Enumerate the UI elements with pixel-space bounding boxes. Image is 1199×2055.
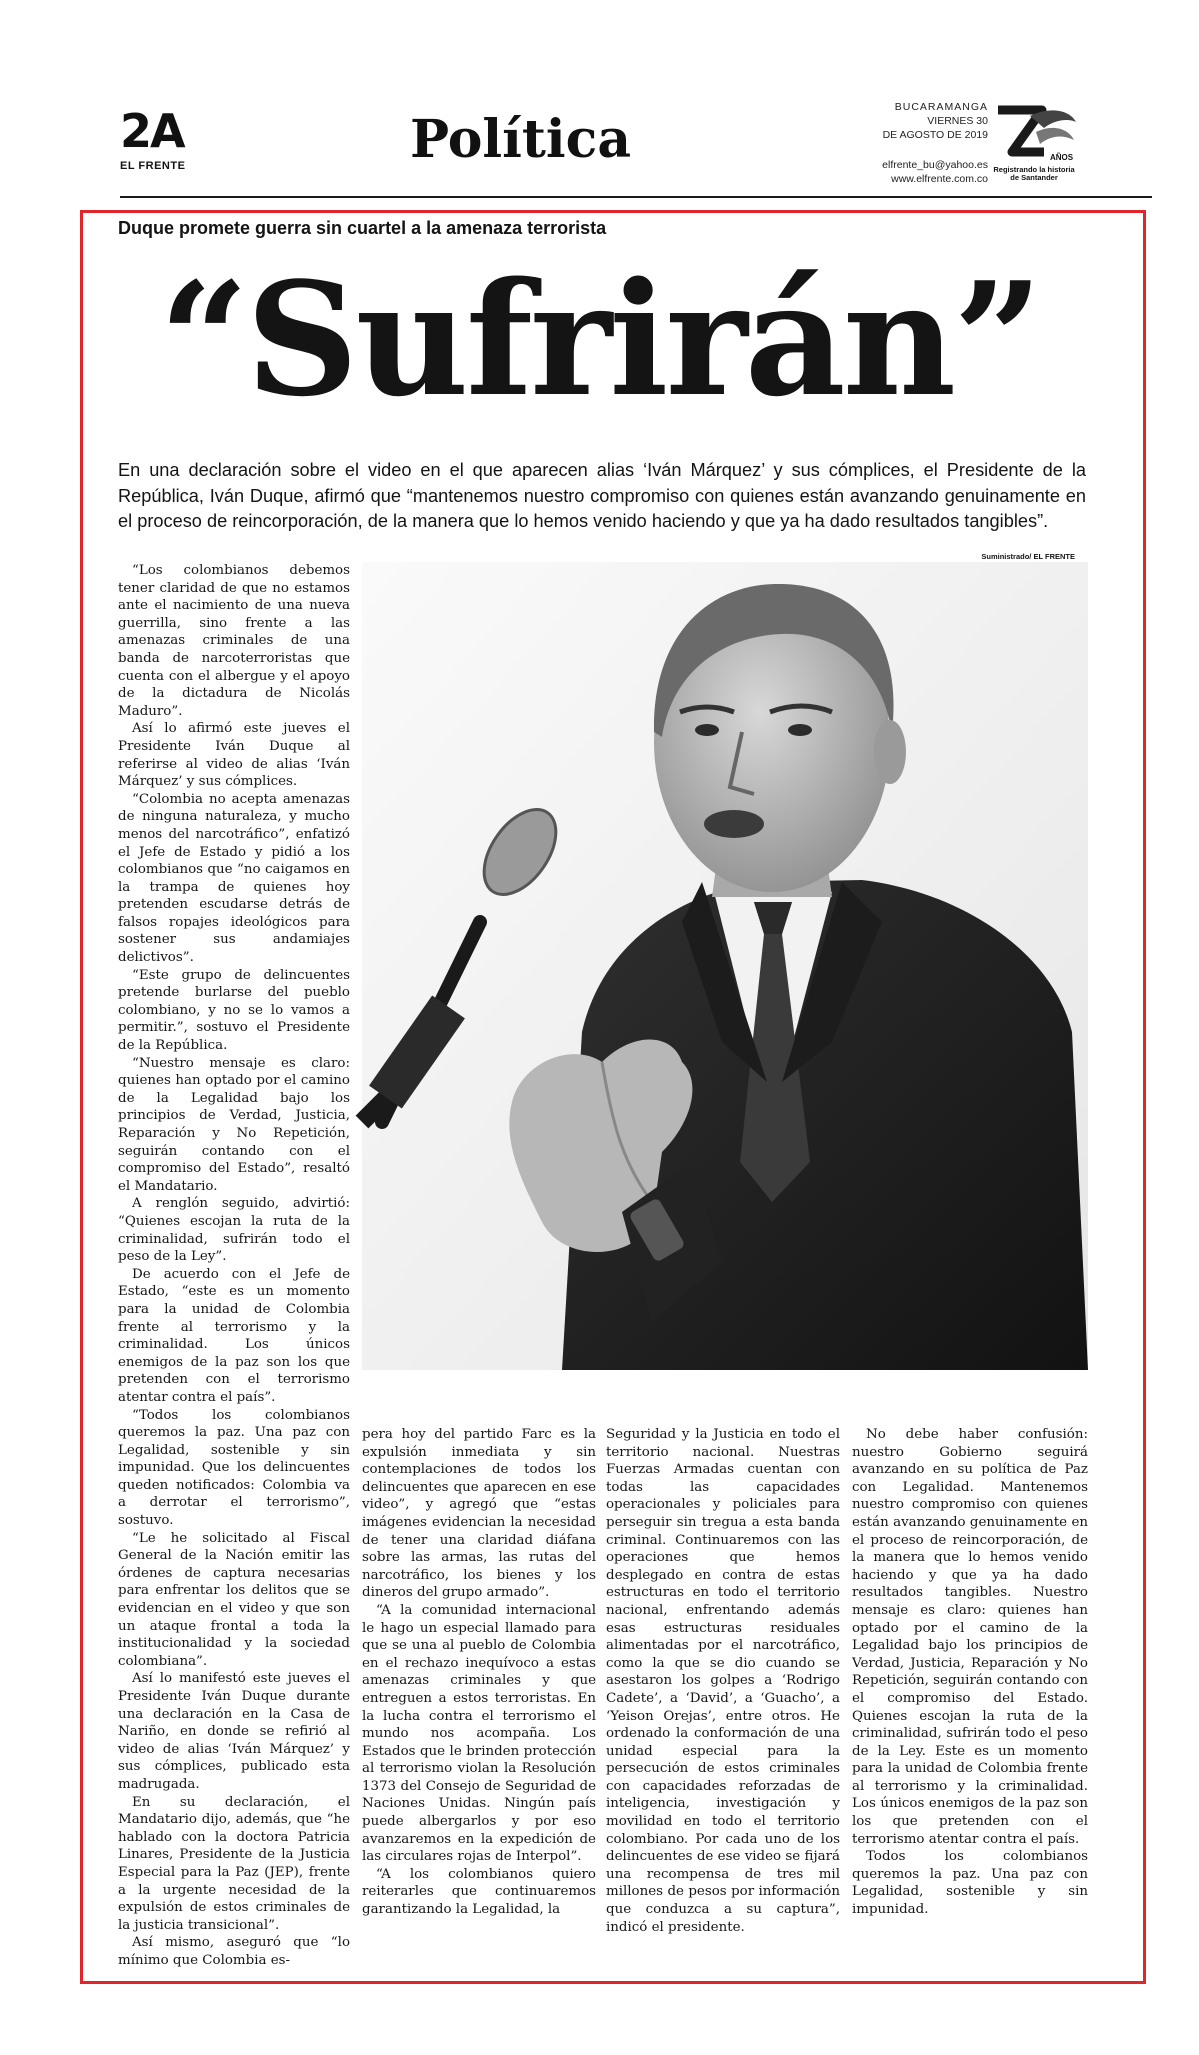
article-lede: En una declaración sobre el video en el que aparecen alias ‘Iván Márquez’ y sus cómplices, el Presidente de la República, Iván Duque, afirmó que “mantenemos nuestro compromiso con quienes están avanzando genuinamente en el proceso de reincorporación, de la manera que lo hemos venido haciendo y que ya ha dado resultados tangibles”. <box>118 460 1086 531</box>
photo-credit: Suministrado/ EL FRENTE <box>981 552 1075 561</box>
article-column-2 <box>362 1426 596 1966</box>
page-number: 2A <box>120 104 184 158</box>
paragraph: “Nuestro mensaje es claro: quienes han optado por el camino de la Legalidad bajo los principios de Verdad, Justicia, Reparación y No Repetición, seguirán contando con el compromiso del Estado”, resaltó el Mandatario. <box>118 1055 350 1194</box>
article-photo <box>362 562 1088 1370</box>
anniversary-caption-line1: Registrando la historia <box>993 165 1075 174</box>
email-link[interactable]: elfrente_bu@yahoo.es <box>882 159 988 171</box>
paragraph: “Colombia no acepta amenazas de ninguna naturaleza, y mucho menos del narcotráfico”, enfatizó el Jefe de Estado y pidió a los colombianos que “no caigamos en la trampa de quienes hoy pretenden escudarse detrás de falsos ropajes ideológicos para sostener sus andamiajes delictivos”. <box>118 791 350 966</box>
paragraph: En su declaración, el Mandatario dijo, además, que “he hablado con la doctora Patricia Linares, Presidente de la Justicia Especial para la Paz (JEP), frente a la urgente necesidad de la expulsión de estos criminales de la justicia transicional”. <box>118 1794 350 1933</box>
paragraph: “Este grupo de delincuentes pretende burlarse del pueblo colombiano, y no se lo vamos a permitir.”, sostuvo el Presidente de la República. <box>118 967 350 1054</box>
paragraph: Así lo manifestó este jueves el Presidente Iván Duque durante una declaración en la Casa de Nariño, en donde se refirió al video de alias ‘Iván Márquez’ y sus cómplices, publicado esta madrugada. <box>118 1671 350 1792</box>
paragraph: No debe haber confusión: nuestro Gobierno seguirá avanzando en su política de Paz con Legalidad. Mantenemos nuestro compromiso con quienes están avanzando genuinamente en el proceso de reincorporación, de la manera que lo hemos venido haciendo y que ya ha dado resultados tangibles. Nuestro mensaje es claro: quienes han optado por el camino de la Legalidad bajo los principios de Verdad, Justicia, Reparación y No Repetición, seguirán contando con el compromiso del Estado. Quienes escojan la ruta de la criminalidad, sufrirán todo el peso de la Ley. Este es un momento para la unidad de Colombia frente al terrorismo y la criminalidad. Los únicos enemigos de la paz son los que pretenden con el terrorismo atentar contra el país. <box>852 1427 1088 1847</box>
city-label: BUCARAMANGA <box>894 101 988 113</box>
website-link[interactable]: www.elfrente.com.co <box>891 173 988 185</box>
anniversary-caption-line2: de Santander <box>1010 173 1058 182</box>
brand-name: EL FRENTE <box>120 160 186 172</box>
paragraph: “A la comunidad internacional le hago un especial llamado para que se una al pueblo de Colombia en el rechazo inequívoco a estas amenazas criminales y que entreguen a estos terroristas. En la lucha contra el terrorismo el mundo nos acompaña. Los Estados que le brinden protección al terrorismo violan la Resolución 1373 del Consejo de Seguridad de Naciones Unidas. Ningún país puede albergarlos y por eso avanzaremos en la expedición de las circulares rojas de Interpol”. <box>362 1602 596 1865</box>
paragraph: “Los colombianos debemos tener claridad de que no estamos ante el nacimiento de una nueva guerrilla, sino frente a las amenazas criminales de una banda de narcoterroristas que cuenta con el albergue y el apoyo de la dictadura de Nicolás Maduro”. <box>118 563 350 719</box>
article-headline: “Sufrirán” <box>159 248 1040 431</box>
paragraph: pera hoy del partido Farc es la expulsión inmediata y sin contemplaciones de todos los delincuentes que aparecen en ese video”, y agregó que “estas imágenes evidencian la necesidad de tener una claridad diáfana sobre las armas, las rutas del narcotráfico, los bienes y los dineros del grupo armado”. <box>362 1427 596 1601</box>
article-column-4 <box>852 1426 1088 1966</box>
paragraph: De acuerdo con el Jefe de Estado, “este es un momento para la unidad de Colombia frente al terrorismo y la criminalidad. Los únicos enemigos de la paz son los que pretenden con el terrorismo atentar contra el país”. <box>118 1266 350 1405</box>
masthead-meta <box>882 100 988 186</box>
article-column-1 <box>118 562 350 1968</box>
svg-text:AÑOS: AÑOS <box>1050 153 1074 162</box>
paragraph: Todos los colombianos queremos la paz. Una paz con Legalidad, sostenible y sin impunidad. <box>852 1849 1088 1918</box>
paragraph: “Todos los colombianos queremos la paz. Una paz con Legalidad, sostenible y sin impunidad. Que los delincuentes queden notificados: Colombia va a derrotar el terrorismo”, sostuvo. <box>118 1407 350 1529</box>
paragraph: “Le he solicitado al Fiscal General de la Nación emitir las órdenes de captura necesarias para enfrentar los delitos que se evidencian en el video y que son un ataque frontal a toda la institucionalidad y la sociedad colombiana”. <box>118 1530 350 1669</box>
paragraph: A renglón seguido, advirtió: “Quienes escojan la ruta de la criminalidad, sufrirán todo el peso de la Ley”. <box>118 1196 350 1265</box>
article-column-3 <box>606 1426 840 1966</box>
article-kicker: Duque promete guerra sin cuartel a la amenaza terrorista <box>118 218 607 238</box>
date-line-2: DE AGOSTO DE 2019 <box>882 129 988 141</box>
paragraph: Seguridad y la Justicia en todo el territorio nacional. Nuestras Fuerzas Armadas cuentan con todas las capacidades operacionales y policiales para perseguir sin tregua a esta banda criminal. Continuaremos con las operaciones que hemos desplegado en contra de estas estructuras en todo el territorio nacional, enfrentando además esas estructuras residuales alimentadas por el narcotráfico, como la que se dio cuando se asestaron los golpes a ‘Rodrigo Cadete’, a ‘David’, a ‘Guacho’, a ‘Yeison Orejas’, entre otros. He ordenado la conformación de una unidad especial para la persecución de estos criminales con capacidades reforzadas de inteligencia, investigación y movilidad en todo el territorio colombiano. Por cada uno de los delincuentes de ese video se fijará una recompensa de tres mil millones de pesos por información que conduzca a su captura”, indicó el presidente. <box>606 1427 840 1935</box>
masthead <box>120 101 1090 198</box>
paragraph: “A los colombianos quiero reiterarles que continuaremos garantizando la Legalidad, la <box>362 1866 596 1918</box>
anniversary-caption <box>990 166 1078 182</box>
section-title: Política <box>410 109 632 170</box>
paragraph: Así lo afirmó este jueves el Presidente Iván Duque al referirse al video de alias ‘Iván Márquez’ y sus cómplices. <box>118 721 350 790</box>
masthead-rule <box>120 196 1152 198</box>
paragraph: Así mismo, aseguró que “lo mínimo que Colombia es- <box>118 1935 350 1968</box>
date-line-1: VIERNES 30 <box>927 115 988 127</box>
